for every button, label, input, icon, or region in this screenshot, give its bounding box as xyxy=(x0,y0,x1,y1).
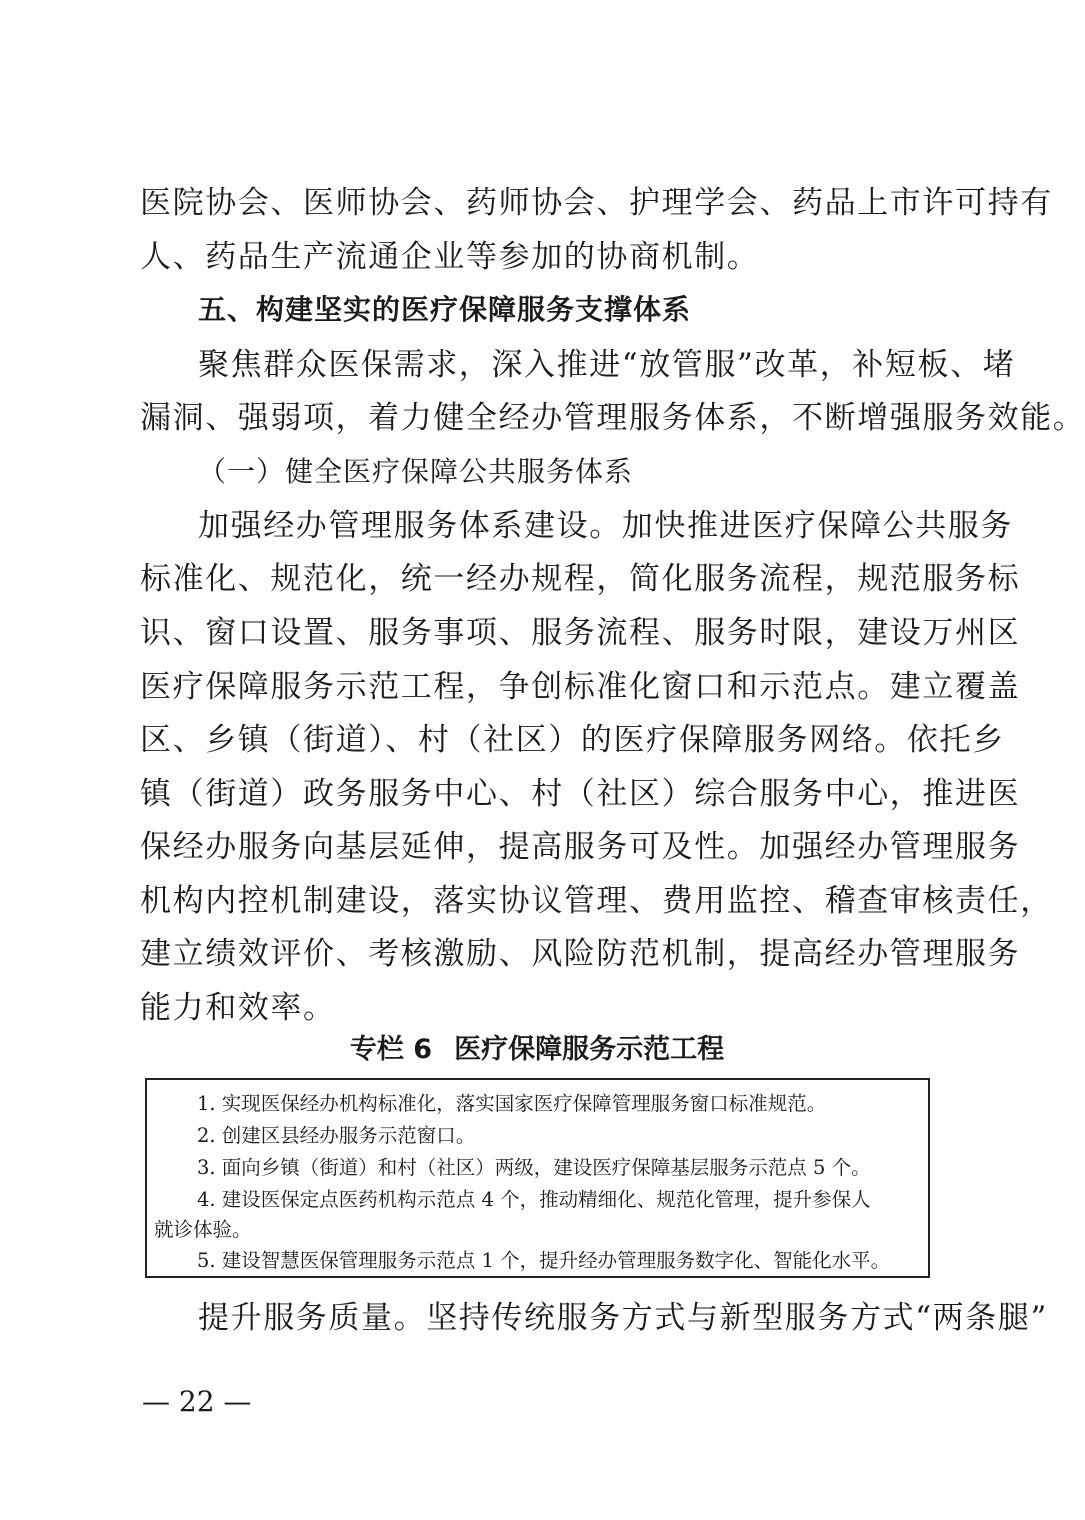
column-box-item: 2. 创建区县经办服务示范窗口。 xyxy=(197,1124,476,1147)
body-text-line: 漏洞、强弱项，着力健全经办管理服务体系，不断增强服务效能。 xyxy=(140,400,1085,436)
body-text-line: 保经办服务向基层延伸，提高服务可及性。加强经办管理服务 xyxy=(140,829,1021,865)
body-text-line: 聚焦群众医保需求，深入推进“放管服”改革，补短板、堵 xyxy=(198,347,1016,383)
body-text-line: 区、乡镇（街道）、村（社区）的医疗保障服务网络。依托乡 xyxy=(140,722,1005,758)
column-box-item: 1. 实现医保经办机构标准化，落实国家医疗保障管理服务窗口标准规范。 xyxy=(197,1092,827,1115)
column-box-item: 4. 建设医保定点医药机构示范点 4 个，推动精细化、规范化管理，提升参保人 xyxy=(197,1188,871,1211)
body-text-line: 提升服务质量。坚持传统服务方式与新型服务方式“两条腿” xyxy=(198,1300,1048,1336)
body-text-line: 镇（街道）政务服务中心、村（社区）综合服务中心，推进医 xyxy=(140,776,1021,812)
body-text-line: 识、窗口设置、服务事项、服务流程、服务时限，建设万州区 xyxy=(140,615,1021,651)
section-heading: 五、构建坚实的医疗保障服务支撑体系 xyxy=(198,293,692,326)
column-box-item: 5. 建设智慧医保管理服务示范点 1 个，提升经办管理服务数字化、智能化水平。 xyxy=(197,1249,891,1272)
body-text-line: 人、药品生产流通企业等参加的协商机制。 xyxy=(140,239,760,275)
column-box-title xyxy=(0,1030,1074,1070)
body-text-line: 加强经办管理服务体系建设。加快推进医疗保障公共服务 xyxy=(198,508,1013,544)
column-box-heading: 医疗保障服务示范工程 xyxy=(454,1034,725,1065)
subsection-heading: （一）健全医疗保障公共服务体系 xyxy=(198,455,634,488)
body-text-line: 医疗保障服务示范工程，争创标准化窗口和示范点。建立覆盖 xyxy=(140,669,1021,705)
body-text-line: 机构内控机制建设，落实协议管理、费用监控、稽查审核责任， xyxy=(140,883,1053,919)
body-text-line: 医院协会、医师协会、药师协会、护理学会、药品上市许可持有 xyxy=(140,185,1053,221)
body-text-line: 能力和效率。 xyxy=(140,990,336,1026)
column-box xyxy=(145,1078,930,1278)
column-box-item: 3. 面向乡镇（街道）和村（社区）两级，建设医疗保障基层服务示范点 5 个。 xyxy=(197,1156,871,1179)
column-box-item-continued: 就诊体验。 xyxy=(154,1218,252,1241)
column-box-label: 专栏 6 xyxy=(349,1034,433,1065)
body-text-line: 标准化、规范化，统一经办规程，简化服务流程，规范服务标 xyxy=(140,561,1021,597)
body-text-line: 建立绩效评价、考核激励、风险防范机制，提高经办管理服务 xyxy=(140,936,1021,972)
page-number: — 22 — xyxy=(142,1385,252,1418)
